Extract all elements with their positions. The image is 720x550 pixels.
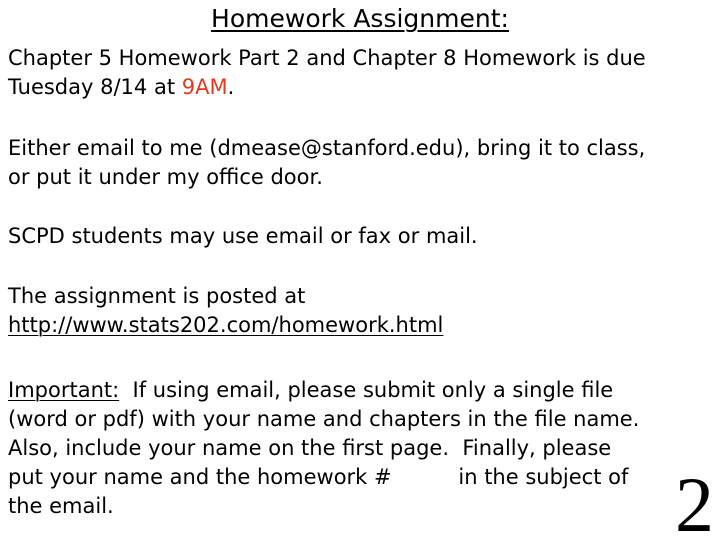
scpd-paragraph: SCPD students may use email or fax or mail. — [8, 224, 478, 248]
important-line-3: Also, include your name on the first page. Finally, please — [8, 436, 612, 460]
due-line-2 — [8, 73, 716, 102]
important-line-1 — [8, 376, 716, 405]
due-paragraph — [8, 44, 716, 102]
important-line-5: the email. — [8, 494, 114, 518]
important-line-2: (word or pdf) with your name and chapters in the file name. — [8, 407, 640, 431]
submit-line-1: Either email to me (dmease@stanford.edu), bring it to class, — [8, 136, 646, 160]
due-line-2-suffix: . — [227, 75, 235, 99]
submit-paragraph — [8, 134, 716, 192]
important-line-1-text: If using email, please submit only a single file — [119, 378, 614, 402]
submit-line-2: or put it under my office door. — [8, 165, 323, 189]
page-number: 2 — [675, 461, 714, 548]
important-label: Important: — [8, 378, 120, 402]
posted-text: The assignment is posted at — [8, 284, 306, 308]
due-time: 9AM — [181, 75, 228, 99]
important-paragraph — [8, 376, 716, 521]
important-line-4: put your name and the homework # in the subject of — [8, 465, 629, 489]
homework-link[interactable]: http://www.stats202.com/homework.html — [8, 313, 444, 337]
page-title: Homework Assignment: — [211, 4, 509, 33]
posted-paragraph — [8, 282, 716, 340]
due-line-2-prefix: Tuesday 8/14 at — [8, 75, 182, 99]
due-line-1: Chapter 5 Homework Part 2 and Chapter 8 Homework is due — [8, 46, 646, 70]
